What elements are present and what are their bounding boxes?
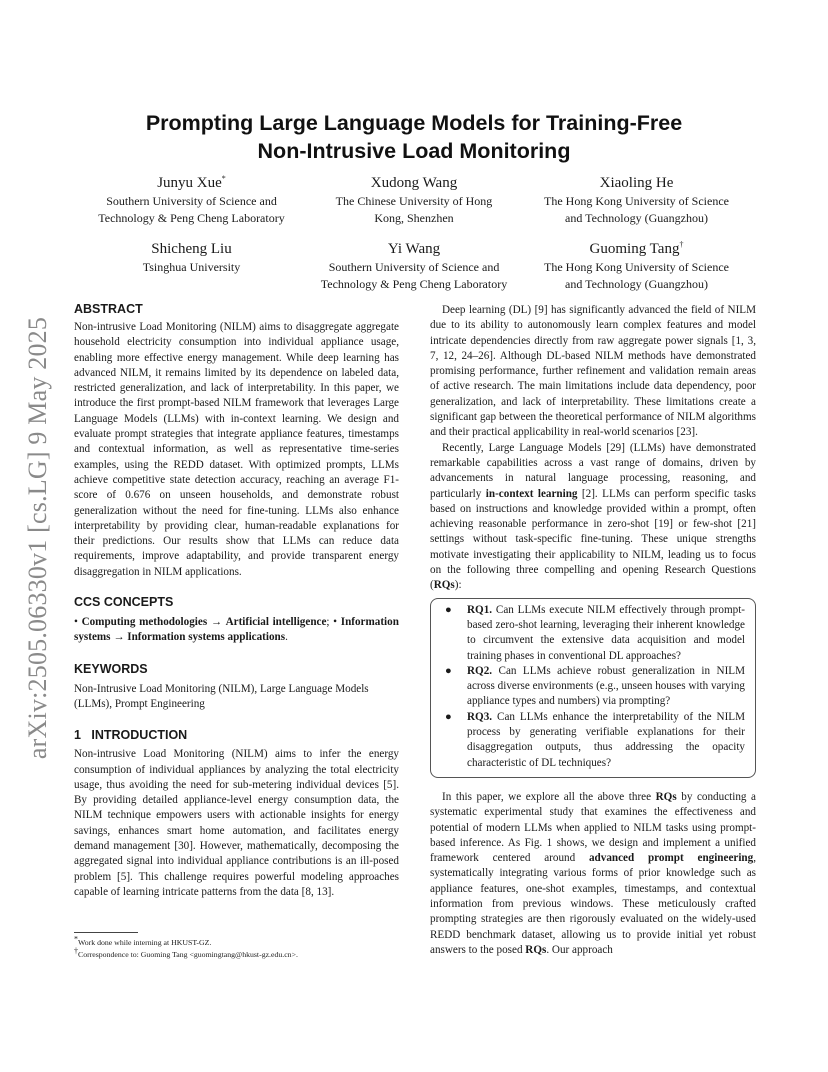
bullet-icon: ●: [445, 664, 452, 677]
footnote-text: Correspondence to: Guoming Tang <guomingtang@hkust-gz.edu.cn>.: [78, 950, 298, 959]
emphasis-term: RQs: [525, 943, 547, 956]
bullet-icon: ●: [445, 710, 452, 723]
emphasis-term: RQs: [655, 790, 677, 803]
author-affiliation: The Hong Kong University of Science: [544, 194, 729, 208]
research-question: [443, 710, 745, 771]
rq-label: RQ3.: [467, 710, 493, 723]
author-affiliation: The Hong Kong University of Science: [544, 260, 729, 274]
author-affiliation: Technology & Peng Cheng Laboratory: [320, 276, 508, 291]
ccs-concept: Computing methodologies: [81, 616, 208, 629]
arxiv-stamp: [6, 300, 70, 776]
paper-title: [100, 109, 728, 165]
author-affiliation: and Technology (Guangzhou): [565, 276, 708, 291]
author-affiliation: Southern University of Science and: [106, 194, 277, 208]
footnote: [74, 934, 399, 949]
author-affiliation: Kong, Shenzhen: [374, 210, 454, 225]
footnotes: [74, 932, 399, 961]
body-paragraph: Deep learning (DL) [9] has significantly advanced the field of NILM due to its ability to autonomously learn complex features and model intricate dependencies directly from raw aggregate power signals [1, 3, 7, 12, 24–26]. Although DL-based NILM methods have demonstrated promising performance, further refinement and validation remain areas of active research. The main limitations include data dependency, poor generalization, and lack of interpretability. These limitations create a significant gap between the theoretical performance of NILM algorithms and their practical applicability in real-world scenarios [23].: [430, 304, 756, 439]
author-name: Junyu Xue: [157, 175, 222, 191]
rq-label: RQ1.: [467, 603, 493, 616]
author-block: [84, 174, 299, 226]
rq-text: Can LLMs execute NILM effectively through prompt-based zero-shot learning, leveraging their inherent knowledge to circumvent the extensive data acquisition and model training phases in conventional DL approaches?: [467, 603, 745, 662]
body-paragraph: In this paper, we explore all the above three RQs by conducting a systematic experimental study that examines the effectiveness and potential of modern LLMs when applied to NILM tasks using prompt-based inference. As Fig. 1 shows, we design and implement a unified framework centered around advanced prompt engineering, systematically integrating various forms of prior knowledge such as appliance features, one-shot examples, timestamps, and contextual information from previous windows. These meticulously crafted prompting strategies are then rigorously evaluated on the widely-used REDD benchmark dataset, allowing us to provide initial yet robust answers to the posed RQs. Our approach: [430, 790, 756, 956]
footnote-mark: *: [74, 934, 78, 944]
ccs-arrow: →: [113, 631, 125, 644]
keywords-text: Non-Intrusive Load Monitoring (NILM), Large Language Models (LLMs), Prompt Engineering: [74, 682, 369, 710]
author-name: Xudong Wang: [370, 175, 458, 191]
left-column: [74, 301, 399, 900]
ccs-arrow: →: [210, 616, 222, 629]
ccs-concept: Information systems applications: [127, 631, 286, 644]
author-name: Yi Wang: [387, 241, 441, 257]
author-affiliation: Technology & Peng Cheng Laboratory: [98, 210, 285, 225]
footnote: [74, 946, 399, 961]
bullet-icon: ●: [445, 603, 452, 616]
author-name: Shicheng Liu: [151, 241, 232, 257]
intro-heading: [74, 727, 399, 743]
section-title: INTRODUCTION: [91, 728, 188, 743]
emphasis-term: in-context learning: [485, 487, 578, 500]
emphasis-term: RQs: [433, 579, 455, 592]
keywords-heading: KEYWORDS: [74, 661, 148, 676]
author-block: [306, 240, 522, 292]
intro-paragraph: Non-intrusive Load Monitoring (NILM) aims to infer the energy consumption of individual appliances by analyzing the total electricity usage, thus avoiding the need for sub-metering individual devices [5]. By providing detailed appliance-level energy consumption data, the NILM technique empowers users with actionable insights for energy savings, enhances smart home automation, and facilitates energy demand management [30]. However, mathematically, decomposing the aggregated signal into individual appliance contributions is an ill-posed problem [5]. This challenge requires powerful modeling approaches capable of learning intricate patterns from the data [8, 13].: [74, 748, 399, 898]
rq-label: RQ2.: [467, 664, 493, 677]
rq-text: Can LLMs achieve robust generalization in NILM across diverse environments (e.g., unseen houses with varying appliance types and numbers) via prompting?: [467, 664, 745, 708]
author-block: [306, 174, 522, 226]
ccs-bullet: •: [333, 616, 338, 629]
body-paragraph: Recently, Large Language Models [29] (LLMs) have demonstrated remarkable capabilities across a vast range of domains, driven by advancements in natural language processing, reasoning, and particularly in-context learning [2]. LLMs can perform specific tasks based on instructions and knowledge provided within a prompt, often achieving reasonable performance in zero-shot [19] or few-shot [21] settings without task-specific fine-tuning. These unique strengths motivate investigating their applicability to NILM, leading us to focus on the following three compelling and opening Research Questions (RQs):: [430, 441, 757, 592]
author-mark: †: [679, 240, 684, 249]
research-questions-box: [430, 598, 756, 778]
ccs-concept: Artificial intelligence: [225, 616, 327, 629]
author-block: [524, 240, 749, 292]
author-affiliation: Tsinghua University: [142, 260, 241, 274]
author-name: Guoming Tang: [589, 241, 680, 257]
right-column: [430, 303, 756, 958]
ccs-bullet: •: [74, 616, 78, 629]
author-block: [84, 240, 299, 276]
rq-text: Can LLMs enhance the interpretability of the NILM process by generating verifiable explanations for their disaggregation outputs, thus addressing the opacity characteristic of DL techniques?: [467, 710, 745, 769]
author-mark: *: [221, 174, 226, 183]
research-question: [443, 664, 745, 710]
ccs-separator: ;: [326, 616, 330, 629]
arxiv-stamp-text: arXiv:2505.06330v1 [cs.LG] 9 May 2025: [23, 316, 52, 760]
ccs-heading: CCS CONCEPTS: [74, 595, 174, 610]
title-line-2: Non-Intrusive Load Monitoring: [257, 139, 571, 163]
footnote-rule: [74, 932, 138, 933]
abstract-text: Non-intrusive Load Monitoring (NILM) aims to disaggregate aggregate household electricity consumption into individual appliance usage, enabling more effective energy management. While deep learning has advanced NILM, it remains limited by its dependence on labeled data, restricted generalization, and lack of interpretability. In this paper, we introduce the first prompt-based NILM framework that leverages Large Language Models (LLMs) with in-context learning. We design and evaluate prompt strategies that integrate appliance features, timestamps and contextual information, as well as representative time-series examples, using the REDD dataset. With optimized prompts, LLMs achieve competitive state detection accuracy, reaching an average F1-score of 0.676 on unseen households, and demonstrate robust generalization without the need for fine-tuning. LLMs also enhance interpretability by providing clear, human-readable explanations for their predictions. Our results show that LLMs can reduce data requirements, improve adaptability, and provide transparent energy disaggregation in NILM applications.: [74, 321, 399, 578]
abstract-heading: ABSTRACT: [74, 302, 143, 316]
emphasis-term: advanced prompt engineering: [588, 852, 754, 865]
ccs-concept: Information systems: [74, 616, 399, 644]
section-number: 1: [74, 728, 81, 743]
ccs-concepts: • Computing methodologies → Artificial intelligence; • Information systems → Information systems applications.: [74, 616, 399, 644]
footnote-text: Work done while interning at HKUST-GZ.: [78, 938, 212, 947]
author-affiliation: and Technology (Guangzhou): [565, 210, 708, 225]
research-question: [443, 603, 745, 664]
author-affiliation: Southern University of Science and: [328, 260, 500, 274]
title-line-1: Prompting Large Language Models for Training-Free: [145, 111, 683, 135]
footnote-mark: †: [74, 946, 78, 956]
author-affiliation: The Chinese University of Hong: [335, 194, 493, 208]
author-block: [524, 174, 749, 226]
author-name: Xiaoling He: [599, 175, 674, 191]
